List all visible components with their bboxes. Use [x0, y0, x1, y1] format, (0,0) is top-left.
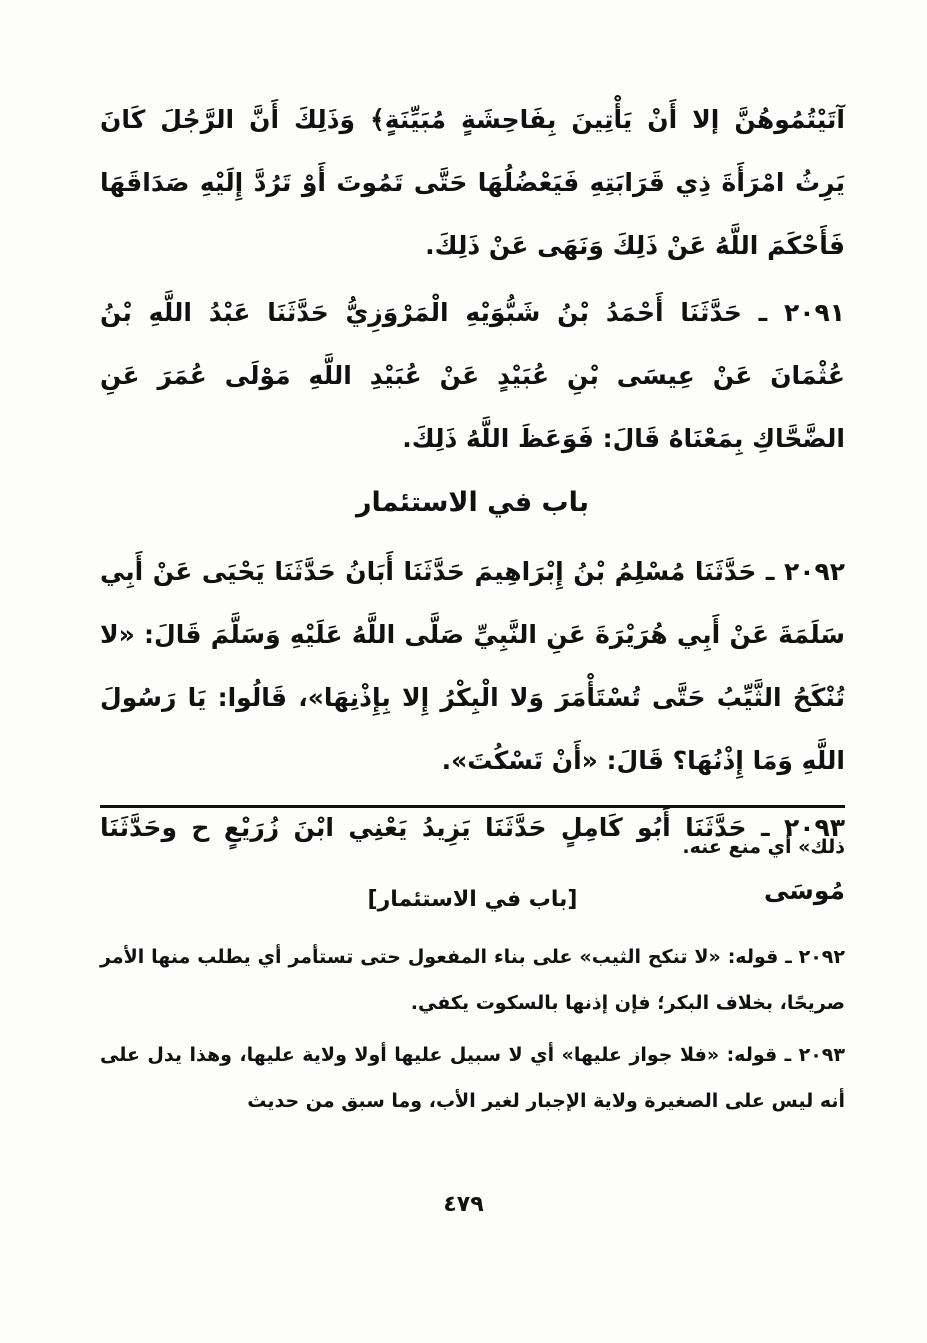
commentary-2093: ٢٠٩٣ ـ قوله: «فلا جواز عليها» أي لا سبيل عليها أولا ولاية عليها، وهذا يدل على أنه ليس على الصغيرة ولاية الإجبار لغير الأب، وما سبق من حديث — [100, 1044, 845, 1112]
commentary-footnotes — [100, 824, 845, 1130]
paragraph-verse-explanation: آتَيْتُمُوهُنَّ إلا أَنْ يَأْتِينَ بِفَاحِشَةٍ مُبَيِّنَةٍ﴾ وَذَلِكَ أَنَّ الرَّجُلَ كَانَ يَرِثُ امْرَأَةَ ذِي قَرَابَتِهِ فَيَعْضُلُهَا حَتَّى تَمُوتَ أَوْ تَرُدَّ إِلَيْهِ صَدَاقَهَا فَأَحْكَمَ اللَّهُ عَنْ ذَلِكَ وَنَهَى عَنْ ذَلِكَ. — [100, 105, 845, 260]
footnote-divider — [100, 805, 845, 808]
page-number: ٤٧٩ — [443, 1192, 484, 1217]
chapter-heading: باب في الاستئمار — [356, 487, 589, 518]
hadith-2091: ٢٠٩١ ـ حَدَّثَنَا أَحْمَدُ بْنُ شَبُّوَيْهِ الْمَرْوَزِيُّ حَدَّثَنَا عَبْدُ اللَّهِ بْنُ عُثْمَانَ عَنْ عِيسَى بْنِ عُبَيْدٍ عَنْ عُبَيْدِ اللَّهِ مَوْلَى عُمَرَ عَنِ الضَّحَّاكِ بِمَعْنَاهُ قَالَ: فَوَعَظَ اللَّهُ ذَلِكَ. — [100, 298, 845, 453]
hadith-2092: ٢٠٩٢ ـ حَدَّثَنَا مُسْلِمُ بْنُ إِبْرَاهِيمَ حَدَّثَنَا أَبَانُ حَدَّثَنَا يَحْيَى عَنْ أَبِي سَلَمَةَ عَنْ أَبِي هُرَيْرَةَ عَنِ النَّبِيِّ صَلَّى اللَّهُ عَلَيْهِ وَسَلَّمَ قَالَ: «لا تُنْكَحُ الثَّيِّبُ حَتَّى تُسْتَأْمَرَ وَلا الْبِكْرُ إِلا بِإِذْنِهَا»، قَالُوا: يَا رَسُولَ اللَّهِ وَمَا إِذْنُهَا؟ قَالَ: «أَنْ تَسْكُتَ». — [100, 557, 845, 775]
hadith-2093: ٢٠٩٣ ـ حَدَّثَنَا أَبُو كَامِلٍ حَدَّثَنَا يَزِيدُ يَعْنِي ابْنَ زُرَيْعٍ ح وحَدَّثَنَا مُوسَى — [100, 813, 845, 905]
commentary-continuation: ذلك» أي منع عنه. — [682, 836, 845, 858]
commentary-chapter-heading: [باب في الاستئمار] — [367, 887, 578, 912]
main-hadith-text — [100, 88, 845, 926]
commentary-2092: ٢٠٩٢ ـ قوله: «لا تنكح الثيب» على بناء المفعول حتى تستأمر أي يطلب منها الأمر صريحًا، بخلاف البكر؛ فإن إذنها بالسكوت يكفي. — [100, 946, 845, 1014]
